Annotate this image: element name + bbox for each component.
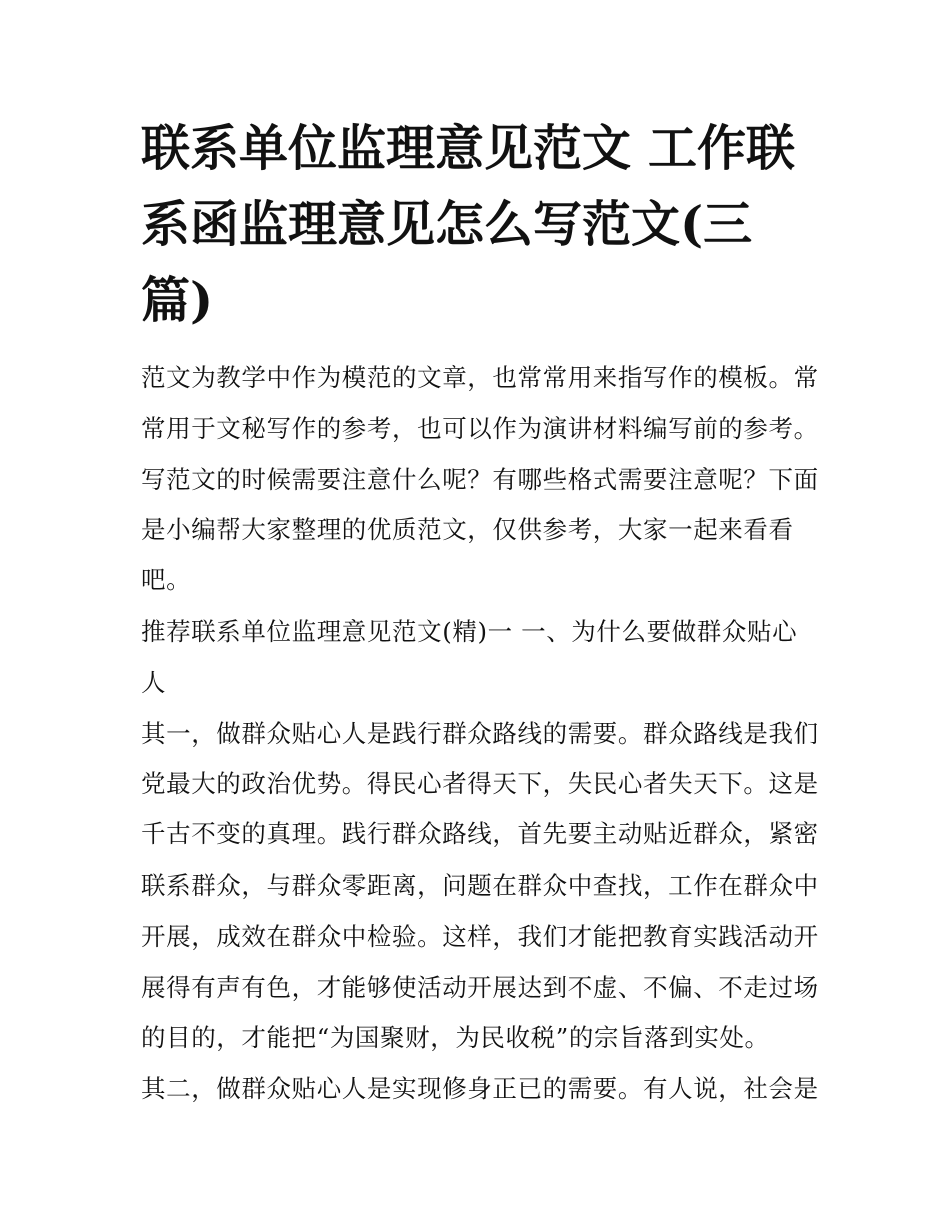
body-line: 范文为教学中作为模范的文章，也常常用来指写作的模板。常 [141,363,819,392]
body-line: 千古不变的真理。践行群众路线，首先要主动贴近群众，紧密 [141,819,819,848]
section-heading-line: 推荐联系单位监理意见范文(精)一 一、为什么要做群众贴心 [141,617,798,646]
section-heading-line: 人 [141,668,167,697]
title-line: 篇) [141,271,214,329]
body-line: 开展，成效在群众中检验。这样，我们才能把教育实践活动开 [141,922,819,951]
body-line: 写范文的时候需要注意什么呢？有哪些格式需要注意呢？下面 [141,465,819,494]
body-line: 联系群众，与群众零距离，问题在群众中查找，工作在群众中 [141,871,819,900]
body-line: 吧。 [141,565,192,594]
body-line: 展得有声有色，才能够使活动开展达到不虚、不偏、不走过场 [141,973,819,1002]
body-line: 其一，做群众贴心人是践行群众路线的需要。群众路线是我们 [141,719,819,748]
body-line: 是小编帮大家整理的优质范文，仅供参考，大家一起来看看 [141,515,794,544]
body-line: 常用于文秘写作的参考，也可以作为演讲材料编写前的参考。 [141,414,819,443]
title-line: 系函监理意见怎么写范文(三 [141,195,753,253]
body-line: 党最大的政治优势。得民心者得天下，失民心者失天下。这是 [141,769,819,798]
title-line: 联系单位监理意见范文 工作联 [141,119,796,177]
body-line: 其二，做群众贴心人是实现修身正已的需要。有人说，社会是 [141,1074,819,1103]
body-line: 的目的，才能把“为国聚财，为民收税”的宗旨落到实处。 [141,1023,770,1052]
